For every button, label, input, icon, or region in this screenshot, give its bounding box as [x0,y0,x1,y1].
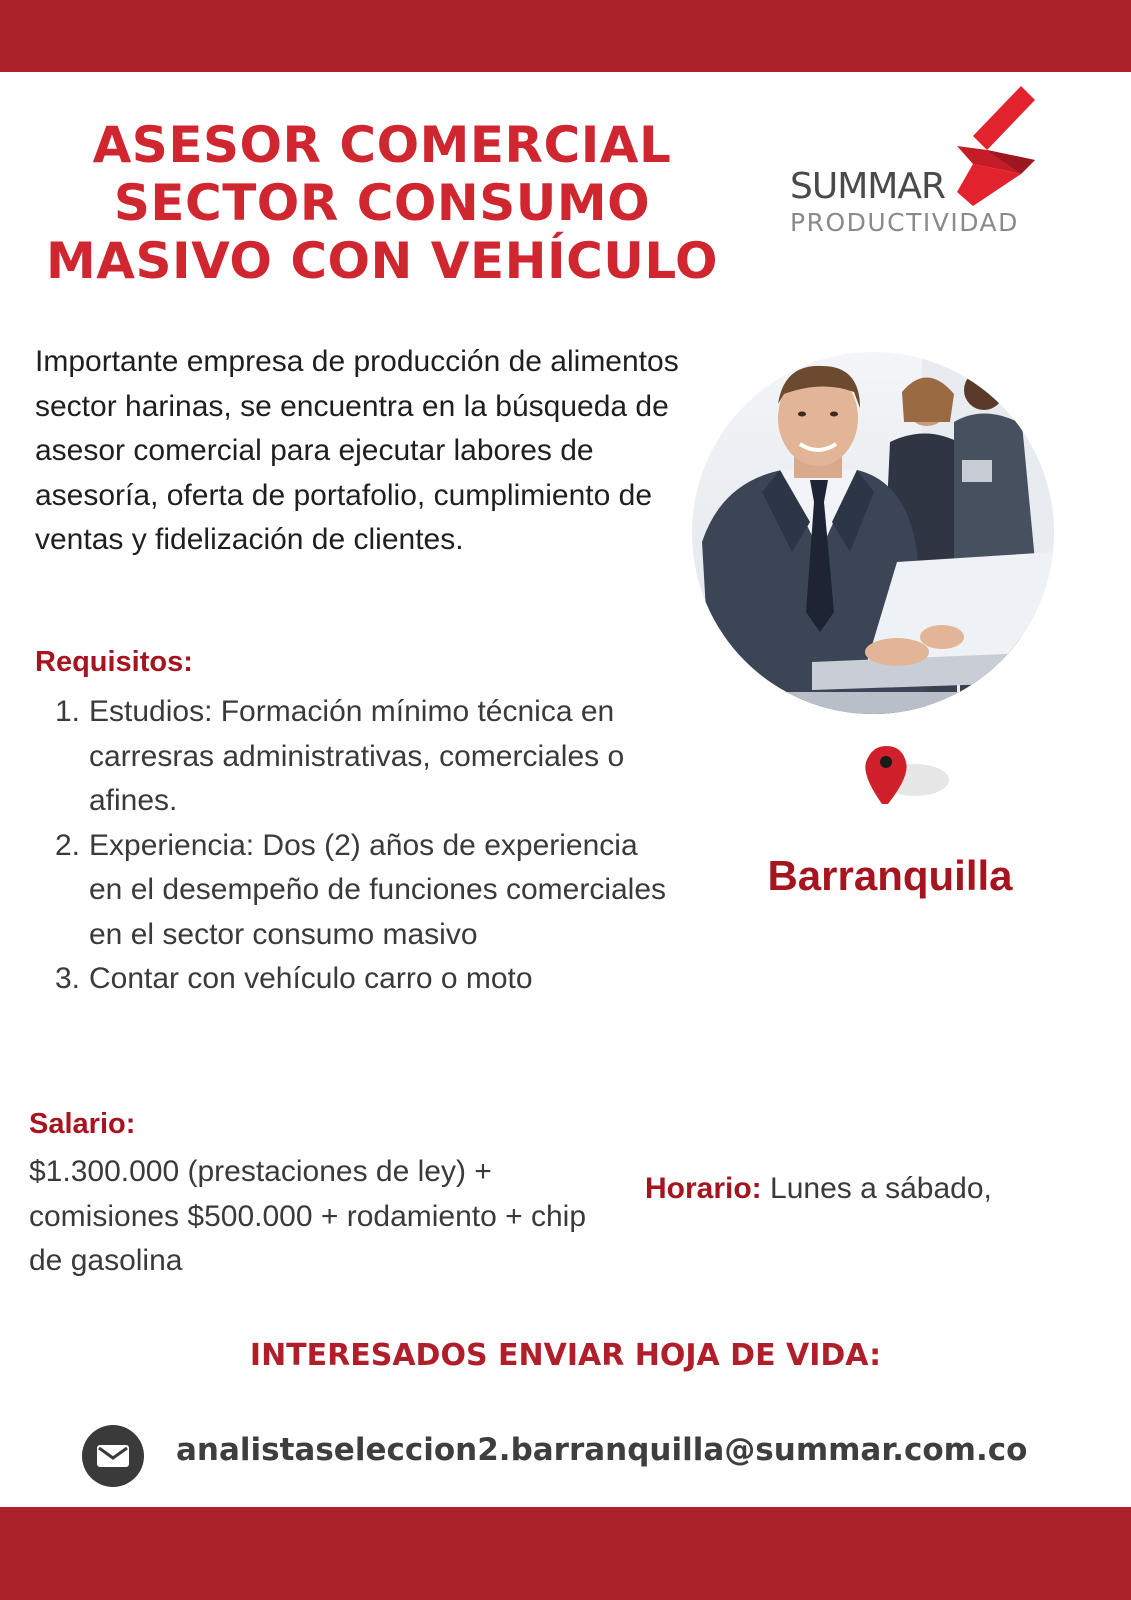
requirement-text: Experiencia: Dos (2) años de experiencia en el desempeño de funciones comerciales en el sector consumo masivo [89,828,667,951]
summar-s-logo-icon [935,84,1040,209]
job-title-line-1: ASESOR COMERCIAL [92,116,672,174]
job-title [22,116,742,290]
job-title-line-2: SECTOR CONSUMO [113,174,651,232]
salary-heading: Salario: [29,1108,136,1140]
photo-illustration [692,352,1054,714]
contact-email-link[interactable]: analistaseleccion2.barranquilla@summar.com.co [176,1432,1028,1468]
requirements-heading: Requisitos: [35,646,193,678]
schedule-label: Horario: [645,1172,762,1205]
business-people-photo [692,352,1054,714]
map-pin-icon [860,742,950,814]
top-banner [0,0,1131,72]
logo-subtitle: PRODUCTIVIDAD [790,208,1019,237]
requirements-list [55,690,675,1002]
job-title-line-3: MASIVO CON VEHÍCULO [46,232,718,290]
schedule [645,1172,992,1206]
requirement-number: 3. [55,962,81,995]
call-to-action: INTERESADOS ENVIAR HOJA DE VIDA: [249,1338,882,1373]
envelope-icon [82,1425,144,1487]
logo-wordmark: SUMMAR [790,166,945,207]
bottom-banner [0,1507,1131,1600]
requirement-number: 2. [55,828,81,862]
location-city: Barranquilla [767,852,1013,899]
job-description: Importante empresa de producción de alimentos sector harinas, se encuentra en la búsqueda de asesor comercial para ejecutar labores de asesoría, oferta de portafolio, cumplimiento de ventas y fidelización de clientes. [35,345,679,556]
requirement-item [55,957,675,1002]
requirement-text: Estudios: Formación mínimo técnica en carresras administrativas, comerciales o afines. [89,695,625,817]
requirement-item [55,690,675,824]
salary-text: $1.300.000 (prestaciones de ley) + comisiones $500.000 + rodamiento + chip de gasolina [29,1155,587,1277]
schedule-text: Lunes a sábado, [761,1172,992,1205]
requirement-item [55,824,675,958]
summar-logo [780,84,1040,244]
requirement-number: 1. [55,695,81,728]
requirement-text: Contar con vehículo carro o moto [89,962,533,995]
